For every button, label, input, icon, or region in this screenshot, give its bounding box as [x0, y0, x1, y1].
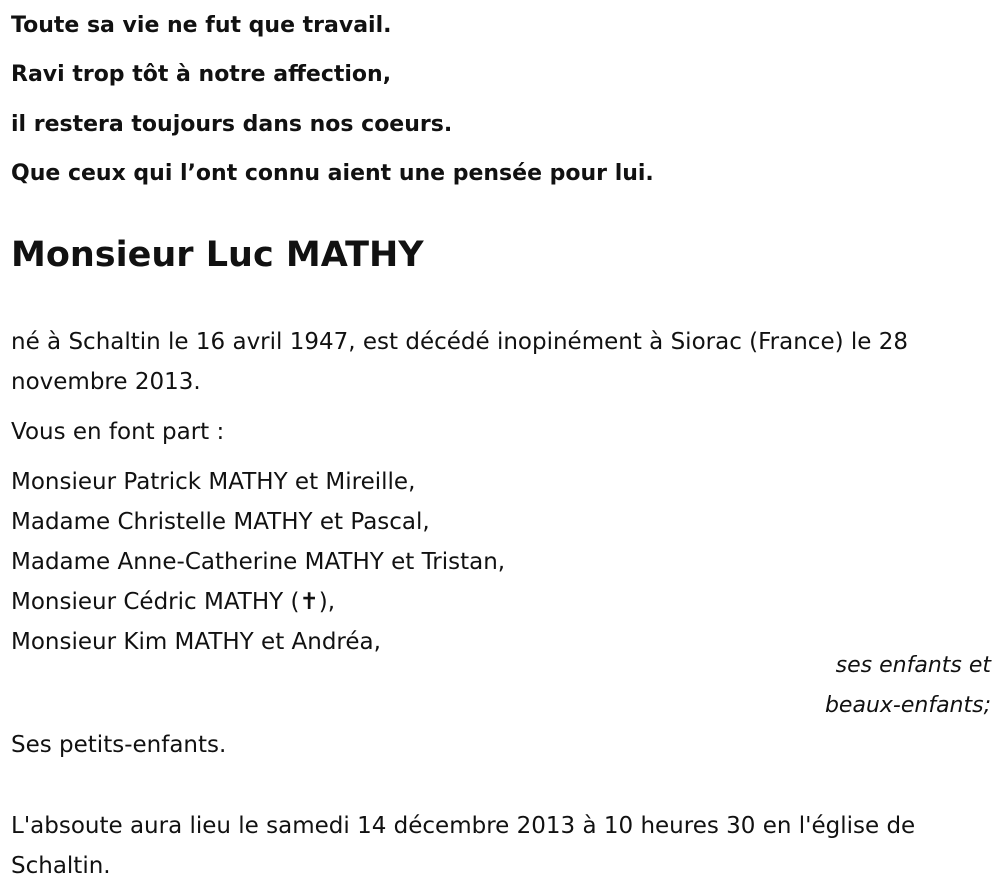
epitaph-line-4: Que ceux qui l’ont connu aient une pensée pour lui.: [11, 161, 654, 186]
epitaph-line-3: il restera toujours dans nos coeurs.: [11, 112, 453, 137]
announcement-intro: Vous en font part :: [11, 419, 225, 445]
family-member-3: Madame Anne-Catherine MATHY et Tristan,: [11, 549, 506, 575]
ceremony-paragraph: L'absoute aura lieu le samedi 14 décembre 2013 à 10 heures 30 en l'église de Schaltin.: [11, 813, 916, 879]
deceased-name: Monsieur Luc MATHY: [11, 235, 424, 275]
relation-line-2: beaux-enfants;: [824, 693, 991, 718]
relation-line-1: ses enfants et: [835, 653, 991, 678]
family-member-1: Monsieur Patrick MATHY et Mireille,: [11, 469, 416, 495]
epitaph-line-1: Toute sa vie ne fut que travail.: [11, 13, 392, 38]
family-member-4: Monsieur Cédric MATHY (✝),: [11, 589, 335, 615]
epitaph-line-2: Ravi trop tôt à notre affection,: [11, 62, 392, 87]
birth-death-paragraph: né à Schaltin le 16 avril 1947, est décédé inopinément à Siorac (France) le 28 novembre 2013.: [11, 329, 908, 395]
family-member-2: Madame Christelle MATHY et Pascal,: [11, 509, 430, 535]
grandchildren-line: Ses petits-enfants.: [11, 732, 227, 758]
family-member-5: Monsieur Kim MATHY et Andréa,: [11, 629, 381, 655]
